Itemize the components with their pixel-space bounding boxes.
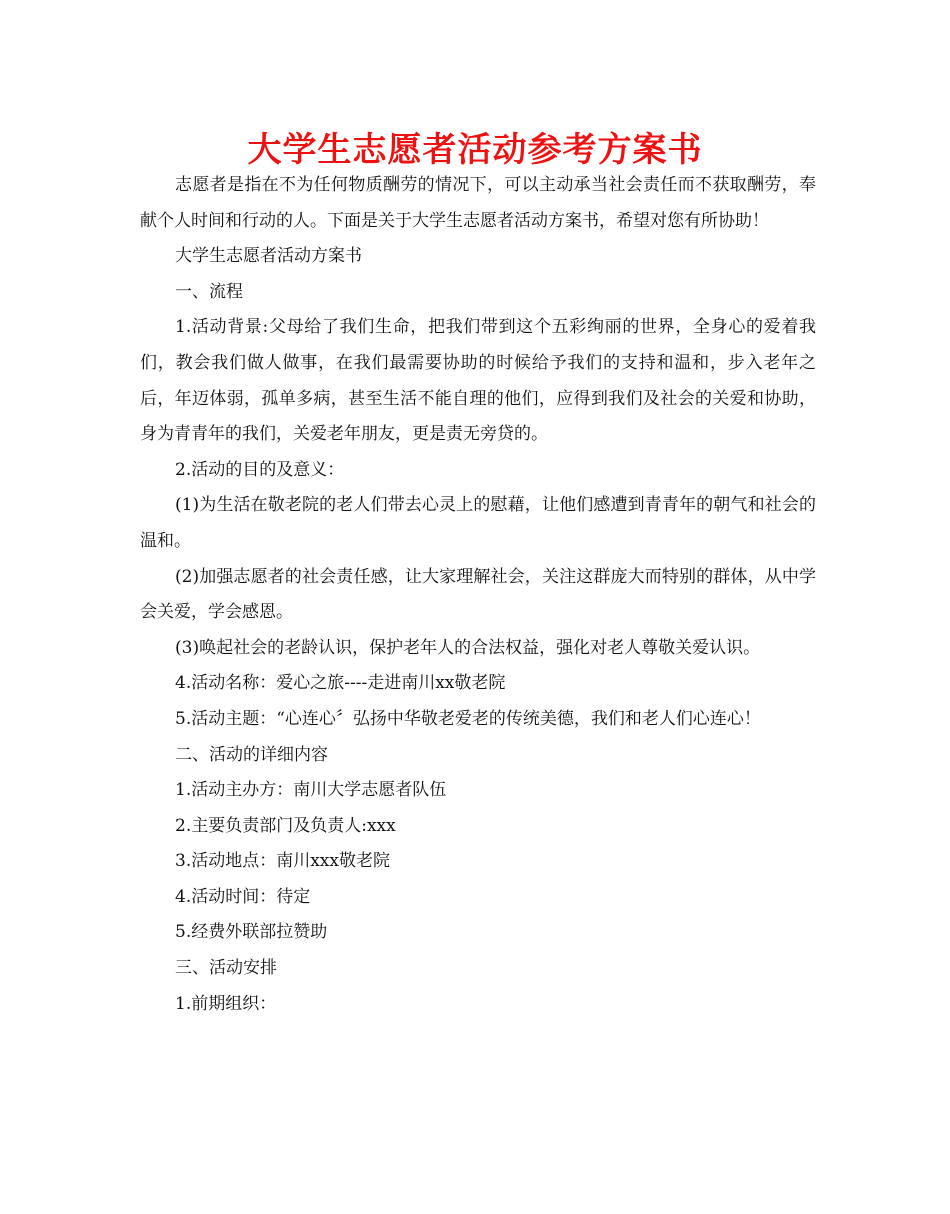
section-heading-arrangement: 三、活动安排 bbox=[175, 958, 277, 979]
subtitle-line: 大学生志愿者活动方案书 bbox=[175, 246, 362, 267]
purpose-item-2: (2)加强志愿者的社会责任感，让大家理解社会，关注这群庞大而特别的群体，从中学会关爱，学会感恩。 bbox=[140, 566, 816, 623]
intro-paragraph: 志愿者是指在不为任何物质酬劳的情况下，可以主动承当社会责任而不获取酬劳，奉献个人时间和行动的人。下面是关于大学生志愿者活动方案书，希望对您有所协助！ bbox=[140, 175, 816, 231]
detail-funding: 5.经费外联部拉赞助 bbox=[175, 922, 328, 943]
section-heading-process: 一、流程 bbox=[175, 281, 243, 302]
purpose-item-1: (1)为生活在敬老院的老人们带去心灵上的慰藉，让他们感遭到青青年的朝气和社会的温和。 bbox=[140, 495, 816, 551]
activity-name-line: 4.活动名称：爱心之旅----走进南川xx敬老院 bbox=[175, 673, 506, 694]
section-heading-details: 二、活动的详细内容 bbox=[175, 744, 328, 765]
activity-theme-line: 5.活动主题：“心连心〞弘扬中华敬老爱老的传统美德，我们和老人们心连心！ bbox=[175, 708, 761, 729]
background-paragraph: 1.活动背景:父母给了我们生命，把我们带到这个五彩绚丽的世界，全身心的爱着我们，教会我们做人做事，在我们最需要协助的时候给予我们的支持和温和，步入老年之后，年迈体弱，孤单多病，甚至生活不能自理的他们，应得到我们及社会的关爱和协助，身为青青年的我们，关爱老年朋友，更是责无旁贷的。 bbox=[140, 317, 816, 445]
detail-department: 2.主要负责部门及负责人:xxx bbox=[175, 815, 396, 836]
purpose-item-3: (3)唤起社会的老龄认识，保护老年人的合法权益，强化对老人尊敬关爱认识。 bbox=[175, 637, 761, 658]
detail-location: 3.活动地点：南川xxx敬老院 bbox=[175, 851, 390, 872]
document-title: 大学生志愿者活动参考方案书 bbox=[247, 130, 703, 170]
arrangement-item-1: 1.前期组织： bbox=[175, 993, 277, 1014]
detail-time: 4.活动时间：待定 bbox=[175, 886, 311, 907]
document-body bbox=[140, 168, 816, 1022]
purpose-heading: 2.活动的目的及意义： bbox=[175, 459, 345, 480]
detail-organizer: 1.活动主办方：南川大学志愿者队伍 bbox=[175, 780, 447, 801]
